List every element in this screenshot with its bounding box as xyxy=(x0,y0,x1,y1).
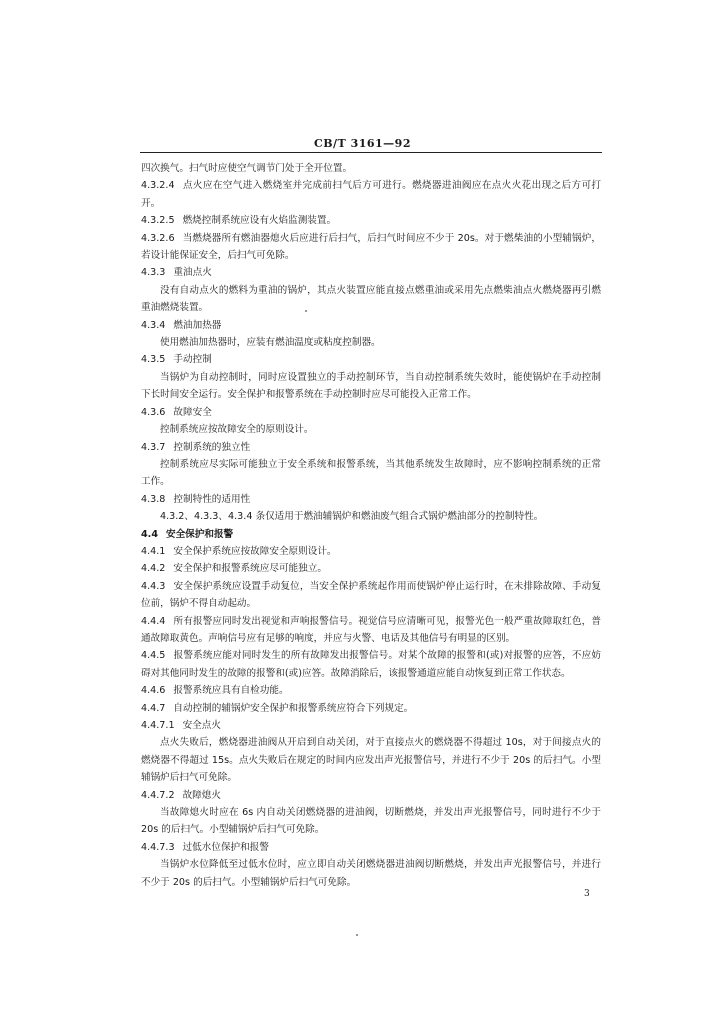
paragraph-text xyxy=(141,160,601,177)
clause-text: 控制系统应按故障安全的原则设计。 xyxy=(160,424,314,436)
clause-text: 安全保护系统应设置手动复位，当安全保护系统起作用而使锅炉停止运行时，在未排除故障、手动复位前，锅炉不得自动起动。 xyxy=(141,580,601,610)
clause-number: 4.4.7.1 xyxy=(141,720,175,731)
clause-4-3-4 xyxy=(141,317,601,334)
clause-4-4-5 xyxy=(141,647,601,682)
clause-number: 4.4.7.2 xyxy=(141,789,175,801)
clause-4-3-8 xyxy=(141,491,601,508)
clause-title: 重油点火 xyxy=(173,267,212,279)
clause-text: 当锅炉水位降低至过低水位时，应立即自动关闭燃烧器进油阀切断燃烧，并发出声光报警信号，并进行不少于 20s 的后扫气。小型辅锅炉后扫气可免除。 xyxy=(141,859,601,888)
clause-4-4 xyxy=(141,526,601,543)
scan-speck xyxy=(356,934,358,936)
paragraph-text xyxy=(141,282,601,317)
clause-number: 4.3.8 xyxy=(141,493,166,505)
clause-title: 故障熄火 xyxy=(182,789,221,801)
clause-number: 4.3.4 xyxy=(141,319,166,331)
clause-number: 4.3.2.4 xyxy=(141,180,175,192)
clause-title: 故障安全 xyxy=(173,406,212,418)
paragraph-text xyxy=(141,369,601,404)
standard-code-header: CB/T 3161—92 xyxy=(313,137,411,150)
clause-text: 自动控制的辅锅炉安全保护和报警系统应符合下列规定。 xyxy=(173,702,414,714)
clause-number: 4.4.1 xyxy=(141,545,166,557)
clause-title: 燃油加热器 xyxy=(173,319,222,331)
clause-number: 4.3.2.5 xyxy=(141,215,175,227)
clause-title: 控制系统的独立性 xyxy=(173,441,251,453)
clause-number: 4.4.6 xyxy=(141,685,166,697)
clause-number: 4.3.3 xyxy=(141,267,166,279)
clause-4-3-2-6 xyxy=(141,230,601,265)
clause-text: 报警系统应能对同时发生的所有故障发出报警信号。对某个故障的报警和(或)对报警的应答，不应妨碍对其他同时发生的故障的报警和(或)应答。故障消除后，该报警通道应能自动恢复到正常工作状态。 xyxy=(141,650,601,679)
body-text xyxy=(141,160,601,891)
clause-title: 手动控制 xyxy=(173,354,212,366)
clause-text: 点火失败后，燃烧器进油阀从开启到自动关闭，对于直接点火的燃烧器不得超过 10s，对于间接点火的燃烧器不得超过 15s。点火失败后在规定的时间内应发出声光报警信号，并进行不少于 20s 的后扫气。小型辅锅炉后扫气可免除。 xyxy=(141,737,601,784)
clause-text: 安全保护系统应按故障安全原则设计。 xyxy=(173,545,337,557)
clause-4-4-3 xyxy=(141,578,601,613)
clause-text: 当故障熄火时应在 6s 内自动关闭燃烧器的进油阀，切断燃烧，并发出声光报警信号，同时进行不少于 20s 的后扫气。小型辅锅炉后扫气可免除。 xyxy=(141,807,601,836)
clause-4-3-7 xyxy=(141,439,601,456)
scan-speck xyxy=(305,310,307,312)
clause-number: 4.4 xyxy=(141,528,158,540)
clause-4-4-2 xyxy=(141,560,601,577)
paragraph-text xyxy=(141,804,601,839)
clause-number: 4.4.7.3 xyxy=(141,841,175,853)
clause-number: 4.3.2.6 xyxy=(141,232,175,244)
clause-text: 4.3.2、4.3.3、4.3.4 条仅适用于燃油辅锅炉和燃油废气组合式锅炉燃油部分的控制特性。 xyxy=(160,511,544,523)
clause-text: 所有报警应同时发出视觉和声响报警信号。视觉信号应清晰可见，报警光色一般严重故障取红色，普通故障取黄色。声响信号应有足够的响度，并应与火警、电话及其他信号有明显的区别。 xyxy=(141,615,601,644)
clause-4-4-1 xyxy=(141,543,601,560)
paragraph-text xyxy=(141,334,601,351)
clause-number: 4.3.7 xyxy=(141,441,166,453)
clause-number: 4.3.6 xyxy=(141,406,166,418)
clause-text: 点火应在空气进入燃烧室并完成前扫气后方可进行。燃烧器进油阀应在点火火花出现之后方可打开。 xyxy=(141,180,601,209)
clause-4-3-5 xyxy=(141,351,601,368)
clause-text: 使用燃油加热器时，应装有燃油温度或粘度控制器。 xyxy=(160,337,381,349)
paragraph-text xyxy=(141,456,601,491)
clause-text: 没有自动点火的燃料为重油的锅炉，其点火装置应能直接点燃重油或采用先点燃柴油点火燃烧器再引燃重油燃烧装置。 xyxy=(141,284,601,314)
clause-4-4-7 xyxy=(141,700,601,717)
clause-text: 燃烧控制系统应设有火焰监测装置。 xyxy=(182,215,337,227)
clause-title: 安全保护和报警 xyxy=(166,528,234,540)
clause-number: 4.4.7 xyxy=(141,702,166,714)
clause-4-4-7-3 xyxy=(141,839,601,856)
clause-4-3-2-4 xyxy=(141,177,601,212)
clause-text: 四次换气。扫气时应使空气调节门处于全开位置。 xyxy=(141,163,353,174)
clause-number: 4.4.5 xyxy=(141,650,166,662)
paragraph-text xyxy=(141,508,601,525)
clause-text: 当锅炉为自动控制时，同时应设置独立的手动控制环节，当自动控制系统失效时，能使锅炉在手动控制下长时间安全运行。安全保护和报警系统在手动控制时应尽可能投入正常工作。 xyxy=(141,371,601,401)
clause-number: 4.3.5 xyxy=(141,354,166,366)
header-rule xyxy=(140,152,602,153)
clause-text: 控制系统应尽实际可能独立于安全系统和报警系统，当其他系统发生故障时，应不影响控制系统的正常工作。 xyxy=(141,458,601,488)
clause-4-4-4 xyxy=(141,613,601,648)
clause-number: 4.4.3 xyxy=(141,580,166,592)
clause-text: 安全保护和报警系统应尽可能独立。 xyxy=(173,563,327,575)
clause-4-4-7-2 xyxy=(141,787,601,804)
clause-4-4-7-1 xyxy=(141,717,601,734)
clause-title: 过低水位保护和报警 xyxy=(182,841,269,853)
clause-4-3-2-5 xyxy=(141,212,601,229)
page-number: 3 xyxy=(584,889,590,899)
paragraph-text xyxy=(141,421,601,438)
clause-number: 4.4.2 xyxy=(141,563,166,575)
clause-title: 控制特性的适用性 xyxy=(173,493,251,505)
clause-4-4-6 xyxy=(141,682,601,699)
clause-number: 4.4.4 xyxy=(141,615,166,627)
clause-title: 安全点火 xyxy=(182,720,221,731)
paragraph-text xyxy=(141,856,601,891)
paragraph-text xyxy=(141,734,601,786)
clause-text: 报警系统应具有自检功能。 xyxy=(173,685,289,697)
clause-text: 当燃烧器所有燃油器熄火后应进行后扫气，后扫气时间应不少于 20s。对于燃柴油的小型辅锅炉，若设计能保证安全，后扫气可免除。 xyxy=(141,232,601,262)
clause-4-3-3 xyxy=(141,264,601,281)
clause-4-3-6 xyxy=(141,404,601,421)
